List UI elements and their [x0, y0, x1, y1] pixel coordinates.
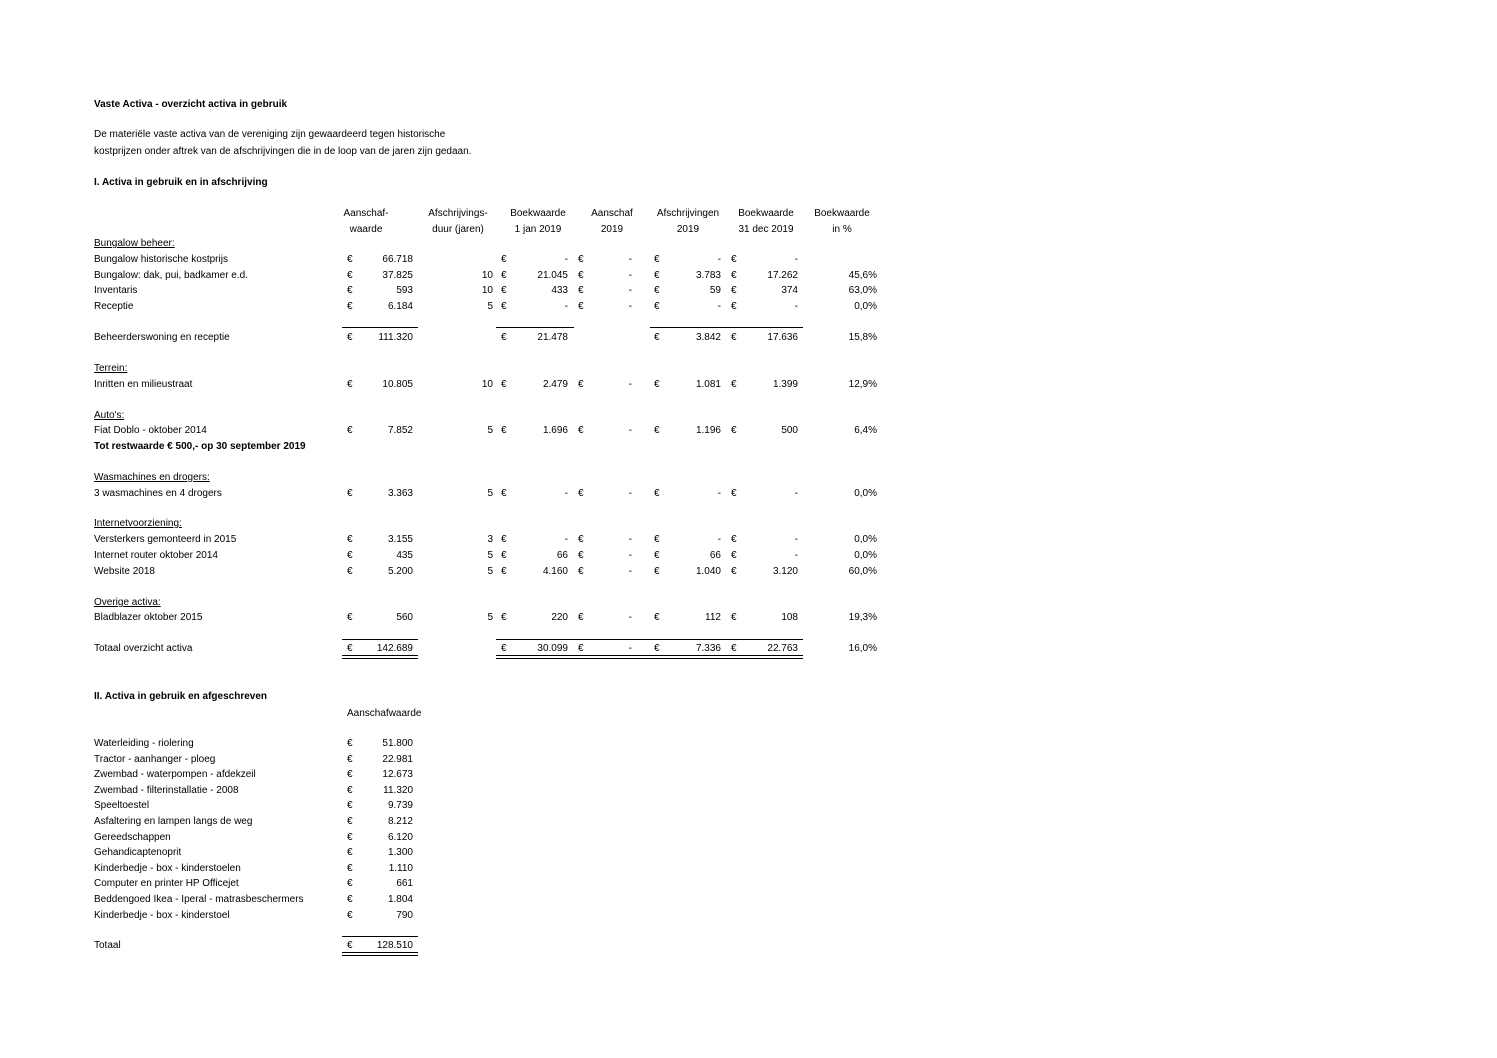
currency-sign: € — [501, 550, 507, 561]
col-header-line: Boekwaarde — [814, 208, 870, 219]
currency-sign: € — [654, 612, 660, 623]
currency-sign: € — [578, 425, 584, 436]
currency-sign: € — [501, 488, 507, 499]
aanschafwaarde-value: 7.852 — [387, 425, 413, 436]
row-label: Inritten en milieustraat — [94, 379, 193, 390]
boekwaarde-1jan-value: - — [564, 254, 568, 265]
col-header-aanschafwaarde — [336, 206, 396, 237]
currency-sign: € — [578, 270, 584, 281]
currency-sign: € — [501, 379, 507, 390]
currency-sign: € — [731, 534, 737, 545]
boekwaarde-31dec-value: 1.399 — [772, 379, 798, 390]
aanschafwaarde-value: 111.320 — [378, 332, 413, 343]
group-heading-overige: Overige activa: — [94, 597, 161, 608]
aanschafwaarde-value: 790 — [396, 910, 413, 921]
group-heading-internet: Internetvoorziening: — [94, 518, 182, 529]
currency-sign: € — [501, 254, 507, 265]
duur-value: 10 — [481, 270, 493, 281]
currency-sign: € — [578, 379, 584, 390]
currency-sign: € — [731, 566, 737, 577]
aanschaf-2019-value: - — [628, 643, 632, 654]
afschrijvingen-value: 59 — [709, 285, 721, 296]
col-header-boekwaarde-31dec — [726, 206, 806, 237]
currency-sign: € — [578, 285, 584, 296]
currency-sign: € — [347, 612, 353, 623]
boekwaarde-31dec-value: - — [794, 534, 798, 545]
aanschafwaarde-value: 10.805 — [382, 379, 413, 390]
list-item — [0, 894, 1497, 906]
row-label: Website 2018 — [94, 566, 155, 577]
boekwaarde-31dec-value: - — [794, 254, 798, 265]
row-label: Zwembad - waterpompen - afdekzeil — [94, 769, 256, 780]
currency-sign: € — [654, 566, 660, 577]
row-label: Gehandicaptenoprit — [94, 847, 182, 858]
boekwaarde-1jan-value: 21.478 — [537, 332, 568, 343]
col-header-line: Aanschaf — [591, 208, 633, 219]
boekwaarde-31dec-value: 374 — [781, 285, 798, 296]
currency-sign: € — [347, 863, 353, 874]
boekwaarde-31dec-value: 108 — [781, 612, 798, 623]
boekwaarde-31dec-value: 17.636 — [767, 332, 798, 343]
col-header-aanschafwaarde-2: Aanschafwaarde — [347, 708, 422, 719]
group-heading-wasmachines: Wasmachines en drogers: — [94, 472, 210, 483]
col-header-line: Afschrijvings- — [428, 208, 488, 219]
total-double-rule — [496, 655, 803, 659]
currency-sign: € — [347, 254, 353, 265]
currency-sign: € — [347, 488, 353, 499]
percent-value: 15,8% — [848, 332, 877, 343]
duur-value: 5 — [487, 612, 493, 623]
intro-line-1: De materiële vaste activa van de vereniging zijn gewaardeerd tegen historische — [94, 129, 446, 140]
afschrijvingen-value: - — [717, 301, 721, 312]
boekwaarde-31dec-value: 3.120 — [772, 566, 798, 577]
subtotal-rule — [496, 327, 574, 328]
currency-sign: € — [501, 332, 507, 343]
aanschafwaarde-value: 3.363 — [387, 488, 413, 499]
col-header-line: 31 dec 2019 — [738, 223, 794, 235]
col-header-line: duur (jaren) — [432, 223, 484, 235]
duur-value: 10 — [481, 285, 493, 296]
percent-value: 0,0% — [854, 301, 877, 312]
row-label: Zwembad - filterinstallatie - 2008 — [94, 785, 239, 796]
row-label: Bladblazer oktober 2015 — [94, 612, 203, 623]
currency-sign: € — [347, 754, 353, 765]
aanschafwaarde-value: 435 — [396, 550, 413, 561]
currency-sign: € — [347, 534, 353, 545]
currency-sign: € — [347, 285, 353, 296]
duur-value: 3 — [487, 534, 493, 545]
row-label: Bungalow historische kostprijs — [94, 254, 228, 265]
row-label: Internet router oktober 2014 — [94, 550, 218, 561]
table-row — [0, 425, 1497, 437]
col-header-line: Boekwaarde — [510, 208, 566, 219]
currency-sign: € — [731, 379, 737, 390]
currency-sign: € — [501, 643, 507, 654]
aanschaf-2019-value: - — [628, 612, 632, 623]
percent-value: 63,0% — [848, 285, 877, 296]
currency-sign: € — [654, 643, 660, 654]
aanschaf-2019-value: - — [628, 425, 632, 436]
aanschafwaarde-value: 37.825 — [382, 270, 413, 281]
list-item — [0, 800, 1497, 812]
currency-sign: € — [578, 488, 584, 499]
currency-sign: € — [347, 425, 353, 436]
aanschafwaarde-value: 9.739 — [387, 800, 413, 811]
duur-value: 10 — [481, 379, 493, 390]
currency-sign: € — [731, 488, 737, 499]
aanschafwaarde-value: 560 — [396, 612, 413, 623]
row-label: Asfaltering en lampen langs de weg — [94, 816, 253, 827]
row-label: Versterkers gemonteerd in 2015 — [94, 534, 237, 545]
currency-sign: € — [654, 425, 660, 436]
total-rule-top — [342, 936, 418, 937]
currency-sign: € — [731, 301, 737, 312]
currency-sign: € — [578, 254, 584, 265]
col-header-line: Afschrijvingen — [656, 208, 720, 219]
col-header-line: Aanschaf- — [343, 208, 389, 219]
total-row — [0, 643, 1497, 655]
afschrijvingen-value: 112 — [705, 612, 721, 623]
boekwaarde-31dec-value: - — [794, 301, 798, 312]
afschrijvingen-value: 3.842 — [695, 332, 721, 343]
subtotal-rule — [650, 327, 803, 328]
aanschaf-2019-value: - — [628, 254, 632, 265]
aanschafwaarde-value: 128.510 — [376, 940, 413, 951]
currency-sign: € — [731, 550, 737, 561]
col-header-afschrijvingen-2019 — [648, 206, 728, 237]
aanschafwaarde-value: 11.320 — [383, 785, 413, 796]
boekwaarde-1jan-value: 220 — [551, 612, 568, 623]
currency-sign: € — [347, 332, 353, 343]
currency-sign: € — [347, 769, 353, 780]
aanschaf-2019-value: - — [628, 488, 632, 499]
aanschaf-2019-value: - — [628, 566, 632, 577]
total-double-rule — [342, 655, 418, 659]
boekwaarde-1jan-value: 66 — [556, 550, 568, 561]
list-item — [0, 910, 1497, 922]
currency-sign: € — [347, 550, 353, 561]
boekwaarde-1jan-value: 30.099 — [537, 643, 568, 654]
currency-sign: € — [347, 910, 353, 921]
aanschafwaarde-value: 1.300 — [387, 847, 413, 858]
currency-sign: € — [501, 534, 507, 545]
row-label: Kinderbedje - box - kinderstoelen — [94, 863, 241, 874]
section-1-title: I. Activa in gebruik en in afschrijving — [94, 177, 268, 188]
percent-value: 19,3% — [848, 612, 877, 623]
currency-sign: € — [347, 940, 353, 951]
table-row — [0, 534, 1497, 546]
aanschafwaarde-value: 8.212 — [387, 816, 413, 827]
afschrijvingen-value: 7.336 — [695, 643, 721, 654]
list-item — [0, 878, 1497, 890]
aanschafwaarde-value: 3.155 — [387, 534, 413, 545]
group-heading-terrein: Terrein: — [94, 363, 128, 374]
currency-sign: € — [347, 894, 353, 905]
aanschaf-2019-value: - — [628, 534, 632, 545]
currency-sign: € — [347, 566, 353, 577]
total-row — [0, 940, 1497, 952]
list-item — [0, 832, 1497, 844]
boekwaarde-31dec-value: 500 — [781, 425, 798, 436]
table-row — [0, 612, 1497, 624]
duur-value: 5 — [487, 550, 493, 561]
list-item — [0, 847, 1497, 859]
aanschafwaarde-value: 1.110 — [388, 863, 413, 874]
currency-sign: € — [731, 612, 737, 623]
aanschaf-2019-value: - — [628, 285, 632, 296]
boekwaarde-1jan-value: 21.045 — [537, 270, 568, 281]
percent-value: 60,0% — [848, 566, 877, 577]
list-item — [0, 769, 1497, 781]
table-row — [0, 488, 1497, 500]
currency-sign: € — [731, 425, 737, 436]
currency-sign: € — [654, 550, 660, 561]
currency-sign: € — [731, 285, 737, 296]
row-label: Waterleiding - riolering — [94, 738, 194, 749]
list-item — [0, 863, 1497, 875]
table-row — [0, 379, 1497, 391]
currency-sign: € — [578, 566, 584, 577]
duur-value: 5 — [487, 566, 493, 577]
row-label: Inventaris — [94, 285, 138, 296]
boekwaarde-1jan-value: - — [564, 534, 568, 545]
boekwaarde-1jan-value: 2.479 — [542, 379, 568, 390]
percent-value: 6,4% — [854, 425, 877, 436]
boekwaarde-1jan-value: 4.160 — [542, 566, 568, 577]
table-row — [0, 550, 1497, 562]
boekwaarde-31dec-value: - — [794, 550, 798, 561]
currency-sign: € — [347, 301, 353, 312]
list-item — [0, 738, 1497, 750]
aanschaf-2019-value: - — [628, 379, 632, 390]
aanschaf-2019-value: - — [628, 550, 632, 561]
col-header-afschrijvingsduur — [418, 206, 498, 237]
currency-sign: € — [501, 270, 507, 281]
currency-sign: € — [501, 301, 507, 312]
list-item — [0, 816, 1497, 828]
col-header-line: in % — [832, 223, 852, 235]
currency-sign: € — [654, 488, 660, 499]
aanschaf-2019-value: - — [628, 301, 632, 312]
afschrijvingen-value: - — [717, 488, 721, 499]
section-2-title: II. Activa in gebruik en afgeschreven — [94, 691, 268, 702]
currency-sign: € — [731, 270, 737, 281]
boekwaarde-1jan-value: 1.696 — [542, 425, 568, 436]
table-row — [0, 270, 1497, 282]
duur-value: 5 — [487, 425, 493, 436]
duur-value: 5 — [487, 488, 493, 499]
afschrijvingen-value: - — [717, 534, 721, 545]
currency-sign: € — [347, 832, 353, 843]
afschrijvingen-value: 1.196 — [695, 425, 721, 436]
row-label: Fiat Doblo - oktober 2014 — [94, 425, 207, 436]
col-header-line: waarde — [349, 223, 383, 235]
aanschafwaarde-value: 593 — [396, 285, 413, 296]
group-heading-bungalow: Bungalow beheer: — [94, 238, 175, 249]
currency-sign: € — [347, 738, 353, 749]
boekwaarde-1jan-value: 433 — [551, 285, 568, 296]
row-label: Beheerderswoning en receptie — [94, 332, 230, 343]
aanschafwaarde-value: 51.800 — [382, 738, 413, 749]
aanschaf-2019-value: - — [628, 270, 632, 281]
col-header-aanschaf-2019 — [578, 206, 646, 237]
boekwaarde-31dec-value: 17.262 — [767, 270, 798, 281]
table-row — [0, 301, 1497, 313]
row-label: 3 wasmachines en 4 drogers — [94, 488, 222, 499]
restwaarde-note: Tot restwaarde € 500,- op 30 september 2019 — [94, 441, 306, 452]
afschrijvingen-value: 1.040 — [695, 566, 721, 577]
row-label: Computer en printer HP Officejet — [94, 878, 239, 889]
total-rule-top — [342, 639, 418, 640]
currency-sign: € — [501, 566, 507, 577]
list-item — [0, 785, 1497, 797]
col-header-boekwaarde-1jan — [498, 206, 578, 237]
boekwaarde-1jan-value: - — [564, 301, 568, 312]
row-label: Bungalow: dak, pui, badkamer e.d. — [94, 270, 248, 281]
currency-sign: € — [654, 301, 660, 312]
row-label: Tractor - aanhanger - ploeg — [94, 754, 216, 765]
currency-sign: € — [731, 643, 737, 654]
aanschafwaarde-value: 142.689 — [376, 643, 413, 654]
row-label: Receptie — [94, 301, 134, 312]
aanschafwaarde-value: 6.120 — [387, 832, 413, 843]
row-label: Totaal overzicht activa — [94, 643, 193, 654]
percent-value: 16,0% — [848, 643, 877, 654]
aanschafwaarde-value: 5.200 — [387, 566, 413, 577]
currency-sign: € — [501, 425, 507, 436]
subtotal-rule — [342, 327, 418, 328]
row-label: Kinderbedje - box - kinderstoel — [94, 910, 230, 921]
currency-sign: € — [347, 643, 353, 654]
subtotal-row — [0, 332, 1497, 344]
total-double-rule — [342, 952, 418, 956]
currency-sign: € — [347, 785, 353, 796]
aanschafwaarde-value: 66.718 — [382, 254, 413, 265]
currency-sign: € — [501, 612, 507, 623]
col-header-line: 1 jan 2019 — [514, 223, 562, 235]
table-row — [0, 285, 1497, 297]
percent-value: 0,0% — [854, 534, 877, 545]
intro-line-2: kostprijzen onder aftrek van de afschrijvingen die in de loop van de jaren zijn gedaan. — [94, 146, 472, 157]
row-label: Gereedschappen — [94, 832, 171, 843]
currency-sign: € — [578, 643, 584, 654]
currency-sign: € — [731, 332, 737, 343]
col-header-boekwaarde-pct — [806, 206, 878, 237]
afschrijvingen-value: 1.081 — [695, 379, 721, 390]
aanschafwaarde-value: 1.804 — [387, 894, 413, 905]
currency-sign: € — [654, 285, 660, 296]
duur-value: 5 — [487, 301, 493, 312]
aanschafwaarde-value: 12.673 — [382, 769, 413, 780]
aanschafwaarde-value: 661 — [396, 878, 413, 889]
currency-sign: € — [654, 332, 660, 343]
currency-sign: € — [347, 878, 353, 889]
afschrijvingen-value: 3.783 — [695, 270, 721, 281]
currency-sign: € — [347, 379, 353, 390]
aanschafwaarde-value: 6.184 — [387, 301, 413, 312]
currency-sign: € — [731, 254, 737, 265]
table-row — [0, 254, 1497, 266]
col-header-line: Boekwaarde — [738, 208, 794, 219]
col-header-line: 2019 — [676, 223, 700, 235]
total-rule-top — [496, 639, 803, 640]
currency-sign: € — [654, 379, 660, 390]
currency-sign: € — [347, 800, 353, 811]
currency-sign: € — [654, 270, 660, 281]
currency-sign: € — [347, 270, 353, 281]
boekwaarde-1jan-value: - — [564, 488, 568, 499]
afschrijvingen-value: 66 — [709, 550, 721, 561]
percent-value: 0,0% — [854, 488, 877, 499]
boekwaarde-31dec-value: - — [794, 488, 798, 499]
currency-sign: € — [578, 534, 584, 545]
afschrijvingen-value: - — [717, 254, 721, 265]
currency-sign: € — [578, 301, 584, 312]
aanschafwaarde-value: 22.981 — [382, 754, 413, 765]
currency-sign: € — [578, 550, 584, 561]
currency-sign: € — [654, 254, 660, 265]
row-label: Speeltoestel — [94, 800, 150, 811]
list-item — [0, 754, 1497, 766]
group-heading-autos: Auto's: — [94, 410, 125, 421]
percent-value: 0,0% — [854, 550, 877, 561]
col-header-line: 2019 — [600, 223, 624, 235]
boekwaarde-31dec-value: 22.763 — [767, 643, 798, 654]
currency-sign: € — [578, 612, 584, 623]
currency-sign: € — [347, 816, 353, 827]
table-row — [0, 566, 1497, 578]
percent-value: 12,9% — [848, 379, 877, 390]
row-label: Beddengoed Ikea - Iperal - matrasbeschermers — [94, 894, 304, 905]
row-label: Totaal — [94, 940, 121, 951]
currency-sign: € — [501, 285, 507, 296]
currency-sign: € — [347, 847, 353, 858]
currency-sign: € — [654, 534, 660, 545]
page-title: Vaste Activa - overzicht activa in gebruik — [94, 99, 288, 110]
percent-value: 45,6% — [848, 270, 877, 281]
